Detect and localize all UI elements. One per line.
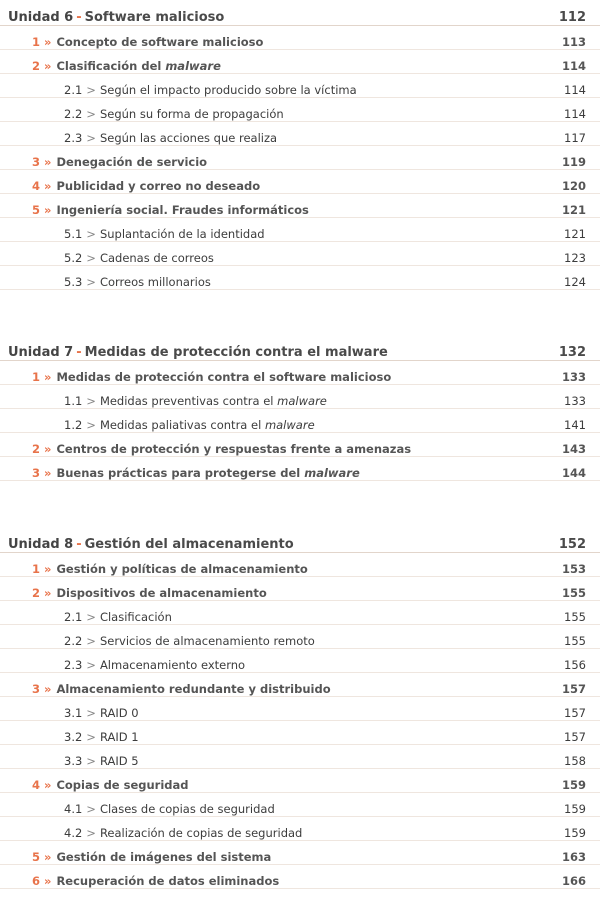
page-number: 133 (561, 370, 586, 384)
section-entry (0, 361, 600, 385)
page-number: 119 (561, 155, 586, 169)
entry-text: RAID 5 (99, 754, 139, 768)
arrow-icon: > (86, 394, 96, 408)
page-number: 113 (561, 35, 586, 49)
arrow-icon: » (44, 682, 52, 696)
arrow-icon: > (86, 251, 96, 265)
unit-dash: - (76, 537, 82, 552)
entry-title (0, 59, 221, 73)
entry-number: 1 (32, 370, 41, 384)
entry-title (0, 586, 267, 600)
page-number: 121 (561, 203, 586, 217)
subsection-entry (0, 409, 600, 433)
page-number: 159 (564, 826, 586, 840)
page-number: 114 (564, 83, 586, 97)
entry-title (0, 874, 279, 888)
arrow-icon: > (86, 634, 96, 648)
entry-title (0, 418, 315, 432)
subsection-entry (0, 745, 600, 769)
entry-number: 3 (32, 682, 41, 696)
page-number: 153 (561, 562, 586, 576)
entry-number: 5 (32, 203, 41, 217)
page-number: 156 (564, 658, 586, 672)
entry-number: 5.1 (64, 227, 83, 241)
arrow-icon: > (86, 227, 96, 241)
entry-number: 4.1 (64, 802, 83, 816)
subsection-entry (0, 793, 600, 817)
subsection-entry (0, 266, 600, 290)
page-number: 152 (558, 537, 586, 552)
arrow-icon: » (44, 466, 52, 480)
entry-title (0, 466, 360, 480)
arrow-icon: > (86, 418, 96, 432)
arrow-icon: » (44, 874, 52, 888)
entry-title (0, 155, 207, 169)
entry-text: Centros de protección y respuestas frente a amenazas (56, 442, 412, 456)
page-number: 133 (564, 394, 586, 408)
entry-text: Medidas preventivas contra el (99, 394, 274, 408)
entry-text: Ingeniería social. Fraudes informáticos (56, 203, 309, 217)
unit-number: Unidad 7 (8, 345, 74, 360)
entry-number: 4.2 (64, 826, 83, 840)
arrow-icon: » (44, 155, 52, 169)
entry-title (0, 394, 327, 408)
entry-title (0, 730, 139, 744)
arrow-icon: » (44, 562, 52, 576)
arrow-icon: » (44, 586, 52, 600)
arrow-icon: > (86, 131, 96, 145)
page-number: 124 (564, 275, 586, 289)
entry-text: Concepto de software malicioso (56, 35, 264, 49)
section-entry (0, 553, 600, 577)
subsection-entry (0, 625, 600, 649)
unit-number: Unidad 6 (8, 10, 74, 25)
entry-text: Copias de seguridad (56, 778, 189, 792)
page-number: 158 (564, 754, 586, 768)
subsection-entry (0, 122, 600, 146)
entry-emphasis: malware (304, 466, 360, 480)
unit-block (0, 337, 600, 481)
subsection-entry (0, 98, 600, 122)
section-entry (0, 841, 600, 865)
section-entry (0, 457, 600, 481)
unit-number: Unidad 8 (8, 537, 74, 552)
entry-number: 1 (32, 35, 41, 49)
unit-title (0, 537, 294, 552)
entry-number: 2.2 (64, 634, 83, 648)
entry-text: RAID 1 (99, 730, 139, 744)
unit-title-text: Gestión del almacenamiento (84, 537, 294, 552)
subsection-entry (0, 385, 600, 409)
entry-text: Medidas paliativas contra el (99, 418, 262, 432)
entry-number: 3 (32, 155, 41, 169)
page-number: 114 (564, 107, 586, 121)
entry-text: Según las acciones que realiza (99, 131, 278, 145)
entry-title (0, 131, 277, 145)
entry-text: RAID 0 (99, 706, 139, 720)
unit-dash: - (76, 345, 82, 360)
entry-emphasis: malware (277, 394, 327, 408)
arrow-icon: » (44, 203, 52, 217)
entry-title (0, 562, 308, 576)
entry-title (0, 275, 211, 289)
entry-number: 6 (32, 874, 41, 888)
page-number: 143 (561, 442, 586, 456)
entry-title (0, 227, 265, 241)
entry-number: 1 (32, 562, 41, 576)
entry-number: 2.1 (64, 83, 83, 97)
unit-block (0, 2, 600, 290)
arrow-icon: » (44, 179, 52, 193)
arrow-icon: » (44, 778, 52, 792)
entry-number: 1.1 (64, 394, 83, 408)
entry-number: 5.3 (64, 275, 83, 289)
entry-text: Clasificación (99, 610, 172, 624)
entry-text: Gestión de imágenes del sistema (56, 850, 272, 864)
unit-title (0, 345, 388, 360)
page-number: 163 (561, 850, 586, 864)
entry-text: Realización de copias de seguridad (99, 826, 303, 840)
section-entry (0, 194, 600, 218)
section-entry (0, 673, 600, 697)
arrow-icon: > (86, 658, 96, 672)
page-number: 117 (564, 131, 586, 145)
entry-text: Clases de copias de seguridad (99, 802, 275, 816)
entry-title (0, 706, 139, 720)
entry-number: 2 (32, 442, 41, 456)
arrow-icon: » (44, 59, 52, 73)
arrow-icon: » (44, 35, 52, 49)
entry-number: 2.1 (64, 610, 83, 624)
page-number: 166 (561, 874, 586, 888)
entry-title (0, 83, 357, 97)
entry-text: Recuperación de datos eliminados (56, 874, 280, 888)
arrow-icon: » (44, 850, 52, 864)
page-number: 155 (564, 634, 586, 648)
arrow-icon: > (86, 83, 96, 97)
arrow-icon: > (86, 706, 96, 720)
entry-number: 2.2 (64, 107, 83, 121)
entry-text: Correos millonarios (99, 275, 211, 289)
section-entry (0, 26, 600, 50)
arrow-icon: > (86, 730, 96, 744)
page-number: 159 (564, 802, 586, 816)
subsection-entry (0, 242, 600, 266)
section-entry (0, 50, 600, 74)
entry-title (0, 442, 411, 456)
entry-title (0, 778, 189, 792)
subsection-entry (0, 74, 600, 98)
entry-text: Medidas de protección contra el software malicioso (56, 370, 392, 384)
arrow-icon: » (44, 442, 52, 456)
arrow-icon: > (86, 275, 96, 289)
entry-number: 3.2 (64, 730, 83, 744)
page-number: 120 (561, 179, 586, 193)
entry-number: 4 (32, 778, 41, 792)
entry-title (0, 850, 271, 864)
page-number: 132 (558, 345, 586, 360)
entry-number: 2 (32, 59, 41, 73)
entry-title (0, 370, 391, 384)
page-number: 114 (561, 59, 586, 73)
entry-number: 1.2 (64, 418, 83, 432)
arrow-icon: » (44, 370, 52, 384)
entry-title (0, 802, 275, 816)
entry-text: Publicidad y correo no deseado (56, 179, 261, 193)
entry-title (0, 658, 245, 672)
entry-number: 2.3 (64, 658, 83, 672)
entry-title (0, 179, 260, 193)
entry-emphasis: malware (264, 418, 315, 432)
entry-text: Según el impacto producido sobre la víctima (99, 83, 357, 97)
entry-number: 3.1 (64, 706, 83, 720)
entry-number: 3 (32, 466, 41, 480)
entry-number: 5 (32, 850, 41, 864)
page-number: 155 (561, 586, 586, 600)
page-number: 123 (564, 251, 586, 265)
entry-text: Según su forma de propagación (99, 107, 284, 121)
entry-title (0, 35, 263, 49)
arrow-icon: > (86, 107, 96, 121)
entry-text: Servicios de almacenamiento remoto (99, 634, 315, 648)
page-number: 157 (564, 706, 586, 720)
page-number: 112 (558, 10, 586, 25)
page-number: 141 (564, 418, 586, 432)
page-number: 155 (564, 610, 586, 624)
entry-text: Almacenamiento redundante y distribuido (56, 682, 331, 696)
section-entry (0, 170, 600, 194)
entry-title (0, 203, 309, 217)
unit-title (0, 10, 224, 25)
subsection-entry (0, 601, 600, 625)
entry-text: Suplantación de la identidad (99, 227, 265, 241)
entry-title (0, 754, 139, 768)
entry-number: 2.3 (64, 131, 83, 145)
entry-text: Gestión y políticas de almacenamiento (56, 562, 308, 576)
subsection-entry (0, 721, 600, 745)
unit-title-text: Medidas de protección contra el malware (84, 345, 388, 360)
section-entry (0, 865, 600, 889)
entry-title (0, 251, 214, 265)
entry-text: Buenas prácticas para protegerse del (56, 466, 301, 480)
unit-dash: - (76, 10, 82, 25)
entry-title (0, 682, 331, 696)
section-entry (0, 769, 600, 793)
entry-text: Dispositivos de almacenamiento (56, 586, 267, 600)
arrow-icon: > (86, 802, 96, 816)
entry-text: Cadenas de correos (99, 251, 214, 265)
unit-title-text: Software malicioso (84, 10, 225, 25)
arrow-icon: > (86, 826, 96, 840)
entry-text: Clasificación del (56, 59, 162, 73)
entry-title (0, 107, 284, 121)
entry-emphasis: malware (165, 59, 221, 73)
arrow-icon: > (86, 754, 96, 768)
unit-header (0, 529, 600, 553)
unit-block (0, 529, 600, 889)
arrow-icon: > (86, 610, 96, 624)
entry-number: 2 (32, 586, 41, 600)
section-entry (0, 577, 600, 601)
subsection-entry (0, 817, 600, 841)
entry-title (0, 826, 302, 840)
page-number: 121 (564, 227, 586, 241)
entry-title (0, 634, 315, 648)
section-entry (0, 146, 600, 170)
entry-text: Denegación de servicio (56, 155, 208, 169)
entry-title (0, 610, 172, 624)
page-number: 157 (561, 682, 586, 696)
section-entry (0, 433, 600, 457)
page-number: 159 (561, 778, 586, 792)
entry-text: Almacenamiento externo (99, 658, 246, 672)
unit-header (0, 2, 600, 26)
page-number: 157 (564, 730, 586, 744)
entry-number: 4 (32, 179, 41, 193)
entry-number: 5.2 (64, 251, 83, 265)
unit-header (0, 337, 600, 361)
entry-number: 3.3 (64, 754, 83, 768)
subsection-entry (0, 697, 600, 721)
subsection-entry (0, 218, 600, 242)
subsection-entry (0, 649, 600, 673)
page-number: 144 (561, 466, 586, 480)
